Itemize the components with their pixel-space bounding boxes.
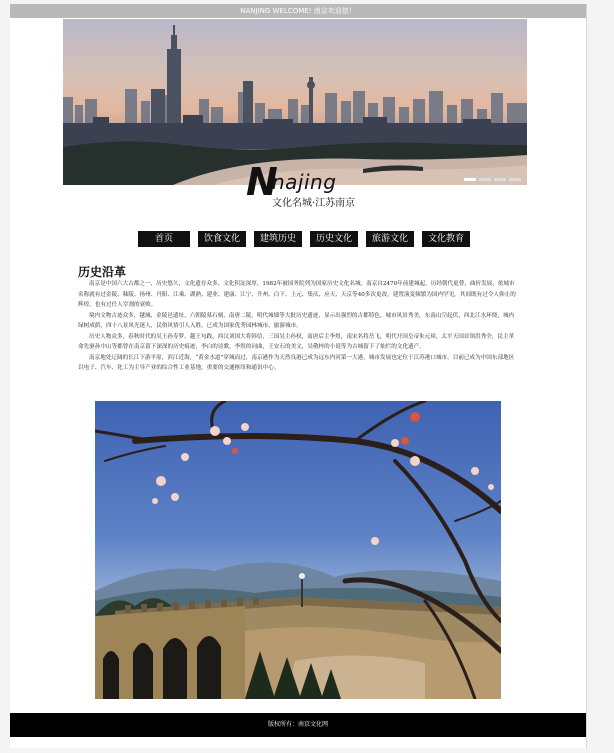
article-paragraph: 境内文物古迹众多，越城、金陵邑遗址，六朝陵墓石刻，南唐二陵，明代城墙等大批历史遗迹，显示出强烈的古都特色。城市风景秀美，东南山空起伏，西北江水环绕，城内绿树成荫，四十八景风光迷人，民俗风情引人入胜，已成为国家优秀园林城市，旅游城市。 (78, 312, 515, 329)
welcome-text: NANJING WELCOME! 南京欢迎您！ (240, 7, 356, 15)
skyline-illustration (63, 19, 527, 185)
nav-item-tourism-culture[interactable]: 旅游文化 (366, 231, 414, 247)
city-wall-illustration (95, 401, 501, 699)
city-wall-photo (95, 401, 501, 699)
article-body (78, 279, 518, 374)
nav-item-history-culture[interactable]: 历史文化 (310, 231, 358, 247)
nav-item-education-culture[interactable]: 文化教育 (422, 231, 470, 247)
nav-item-architecture-history[interactable]: 建筑历史 (254, 231, 302, 247)
slide-dot[interactable] (509, 178, 521, 181)
site-logo[interactable] (246, 160, 366, 212)
site-footer (10, 713, 586, 737)
logo-wordmark: najing (272, 170, 337, 194)
copyright-text: 版权所有：南京文化网 (267, 721, 328, 728)
article-paragraph: 历史人物众多，春秋时代的吴王孙寿梦、越王句践，西汉刘国大将韩信，三国吴主孙权，南唐后主李煜，南宋名将岳飞，明代开国皇帝朱元璋，太平天国首领洪秀全，民主革命先驱孙中山等都曾在南京留下深深的历史痕迹，李白的诗歌，李煜的词曲，王安石的美文，吴敬梓的小说等为古城留下了灿烂的文化遗产。 (78, 333, 515, 350)
slide-dot[interactable] (479, 178, 491, 181)
slide-dot[interactable] (494, 178, 506, 181)
welcome-bar (10, 4, 586, 18)
article-paragraph: 南京地处辽阔的长江下游平原，滨江近海，“黄金水道”穿城而过，南京港作为天然良港已成为远东内河第一大港，城市发展也定位于江苏港口城市，目前已成为中国东部地区以电子、汽车、化工为主导产业的综合性工业基地，重要的交通枢纽和通讯中心。 (78, 354, 515, 371)
article-paragraph: 南京是中国六大古都之一，历史悠久，文化遗存众多，文化积淀深厚，1982年被国务院列为国家历史文化名城。南京自2470年前建城起，历经朝代更替，曲折发展，依城市名称就有过金陵、秣陵、扬州、丹阳、江乘、湖熟、建业、建康、江宁、升州、白下、上元、集庆、应天、天京等40多次更改，建置演变频繁为国内罕见。其间既有过令人仰止的辉煌，也有过任人宰割的衰败。 (78, 281, 516, 308)
logo-tagline: 文化名城·江苏南京 (272, 198, 356, 209)
city-skyline-banner (63, 19, 527, 185)
main-navigation (138, 231, 470, 247)
slide-dot[interactable] (464, 178, 476, 181)
banner-slide-indicators[interactable] (464, 178, 521, 181)
logo-initial: N (246, 160, 278, 204)
nav-item-home[interactable]: 首页 (138, 231, 190, 247)
nav-item-food-culture[interactable]: 饮食文化 (198, 231, 246, 247)
section-title: 历史沿革 (78, 265, 127, 279)
